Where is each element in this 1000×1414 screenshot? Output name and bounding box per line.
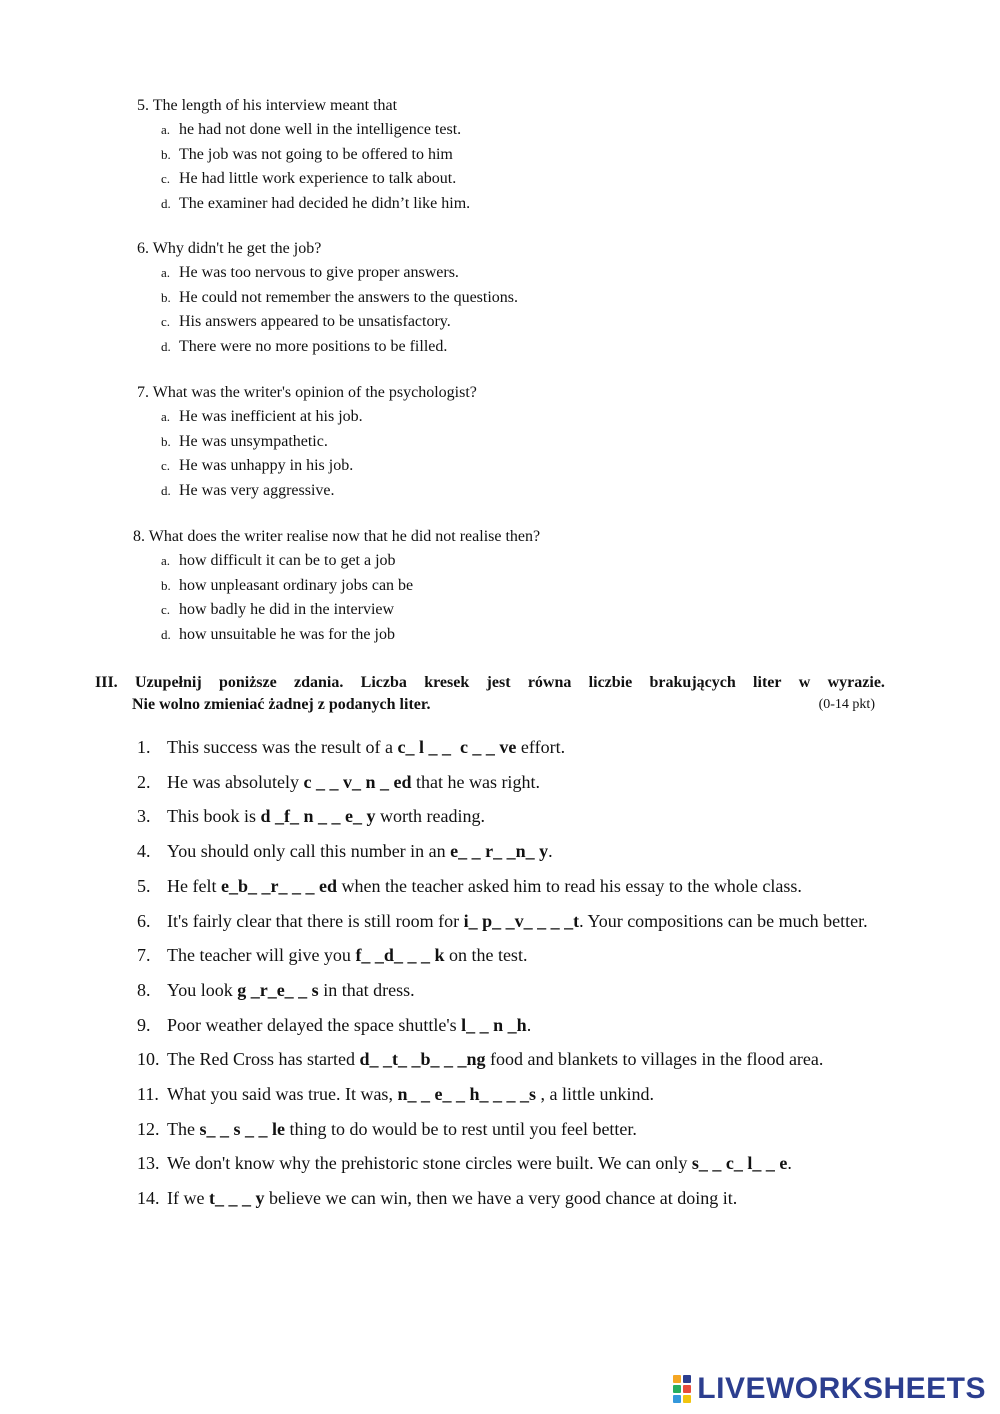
word-gap[interactable]: d_ _t_ _b_ _ _ng — [359, 1049, 486, 1070]
word-gap[interactable]: i_ p_ _v_ _ _ _t — [463, 910, 580, 931]
question-stem: 8. What does the writer realise now that he did not realise then? — [133, 528, 541, 545]
option-c[interactable]: c. how badly he did in the interview — [161, 601, 395, 619]
gap-fill-item: 2. He was absolutely c _ _ v_ n _ ed that he was right. — [137, 771, 540, 792]
word-gap[interactable]: g _r_e_ _ s — [237, 979, 319, 1000]
logo-tile — [683, 1385, 691, 1393]
gap-fill-list — [137, 730, 877, 1216]
points-label: (0-14 pkt) — [818, 697, 875, 712]
word-gap[interactable]: l_ _ n _h — [461, 1014, 527, 1035]
word-gap[interactable]: d _f_ n _ _ e_ y — [260, 806, 376, 827]
gap-fill-item: 1. This success was the result of a c_ l _ _ c _ _ ve effort. — [137, 737, 566, 757]
gap-fill-item: 12. The s_ _ s _ _ le thing to do would be to rest until you feel better. — [137, 1118, 637, 1139]
option-b[interactable]: b. He was unsympathetic. — [161, 432, 328, 450]
options-list — [137, 118, 897, 216]
gap-fill-item: 8. You look g _r_e_ _ s in that dress. — [137, 979, 415, 1000]
question-stem: 5. The length of his interview meant that — [137, 97, 398, 114]
logo-tile — [673, 1395, 681, 1403]
option-b[interactable]: b. He could not remember the answers to the questions. — [161, 288, 519, 306]
word-gap[interactable]: c_ l _ _ c _ _ ve — [397, 737, 517, 757]
option-d[interactable]: d. There were no more positions to be filled. — [161, 337, 448, 355]
logo-tile — [673, 1385, 681, 1393]
word-gap[interactable]: e_b_ _r_ _ _ ed — [220, 875, 337, 896]
question-stem: 6. Why didn't he get the job? — [137, 240, 322, 257]
liveworksheets-logo[interactable] — [673, 1372, 986, 1406]
liveworksheets-logo-icon — [673, 1375, 691, 1403]
options-list — [137, 405, 897, 503]
gap-fill-item: 6. It's fairly clear that there is still room for i_ p_ _v_ _ _ _t. Your compositions can be much better. — [137, 910, 868, 931]
question-7 — [137, 381, 897, 503]
question-stem: 7. What was the writer's opinion of the psychologist? — [137, 384, 477, 401]
option-c[interactable]: c. He had little work experience to talk about. — [161, 170, 457, 188]
section-3-heading — [95, 672, 885, 716]
gap-fill-item: 4. You should only call this number in an e_ _ r_ _n_ y. — [137, 841, 553, 862]
question-5 — [137, 94, 897, 216]
gap-fill-item: 7. The teacher will give you f_ _d_ _ _ k on the test. — [137, 945, 528, 966]
word-gap[interactable]: s_ _ c_ l_ _ e — [691, 1153, 788, 1174]
section-3-instruction-line2: Nie wolno zmieniać żadnej z podanych liter. (0-14 pkt) — [95, 694, 885, 716]
option-d[interactable]: d. The examiner had decided he didn’t like him. — [161, 194, 471, 212]
gap-fill-item: 3. This book is d _f_ n _ _ e_ y worth reading. — [137, 806, 485, 827]
option-d[interactable]: d. how unsuitable he was for the job — [161, 625, 395, 643]
option-c[interactable]: c. His answers appeared to be unsatisfactory. — [161, 313, 451, 331]
gap-fill-item: 14. If we t_ _ _ y believe we can win, then we have a very good chance at doing it. — [137, 1188, 738, 1209]
question-8 — [133, 525, 893, 647]
question-6 — [137, 237, 897, 359]
word-gap[interactable]: e_ _ r_ _n_ y — [450, 841, 549, 862]
word-gap[interactable]: n_ _ e_ _ h_ _ _ _s — [397, 1084, 536, 1105]
word-gap[interactable]: s_ _ s _ _ le — [199, 1118, 285, 1139]
options-list — [137, 261, 897, 359]
section-3-instruction-line1: III. Uzupełnij poniższe zdania. Liczba kresek jest równa liczbie brakujących liter w wyrazie. — [95, 674, 885, 691]
option-d[interactable]: d. He was very aggressive. — [161, 481, 335, 499]
logo-text: LIVEWORKSHEETS — [697, 1372, 986, 1405]
gap-fill-item: 5. He felt e_b_ _r_ _ _ ed when the teacher asked him to read his essay to the whole class. — [137, 875, 802, 896]
logo-tile — [683, 1395, 691, 1403]
option-b[interactable]: b. how unpleasant ordinary jobs can be — [161, 576, 414, 594]
word-gap[interactable]: c _ _ v_ n _ ed — [303, 771, 412, 792]
gap-fill-item: 10. The Red Cross has started d_ _t_ _b_ _ _ng food and blankets to villages in the flood area. — [137, 1049, 824, 1070]
option-a[interactable]: a. he had not done well in the intelligence test. — [161, 121, 462, 138]
option-a[interactable]: a. He was too nervous to give proper answers. — [161, 264, 459, 281]
logo-tile — [683, 1375, 691, 1383]
option-c[interactable]: c. He was unhappy in his job. — [161, 457, 354, 475]
gap-fill-item: 13. We don't know why the prehistoric stone circles were built. We can only s_ _ c_ l_ _ e. — [137, 1153, 792, 1174]
word-gap[interactable]: f_ _d_ _ _ k — [355, 945, 445, 966]
gap-fill-item: 11. What you said was true. It was, n_ _ e_ _ h_ _ _ _s , a little unkind. — [137, 1084, 654, 1105]
option-a[interactable]: a. how difficult it can be to get a job — [161, 552, 396, 569]
options-list — [133, 549, 893, 647]
option-a[interactable]: a. He was inefficient at his job. — [161, 408, 363, 425]
logo-tile — [673, 1375, 681, 1383]
gap-fill-item: 9. Poor weather delayed the space shuttle's l_ _ n _h. — [137, 1014, 532, 1035]
word-gap[interactable]: t_ _ _ y — [208, 1188, 265, 1209]
option-b[interactable]: b. The job was not going to be offered to him — [161, 145, 453, 163]
